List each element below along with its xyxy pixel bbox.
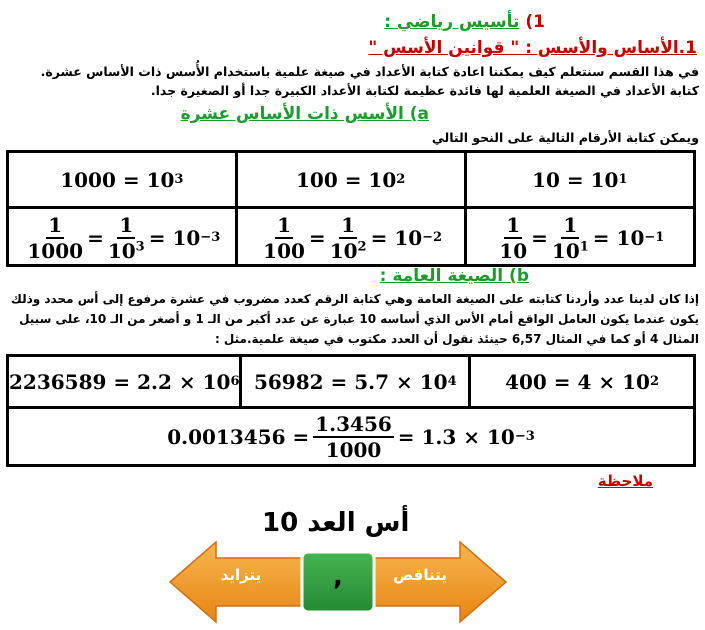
example-cell: 56982 = 5.7 × 10 4 — [241, 356, 470, 408]
subsection-title-text: 1.الأساس والأسس : " قوانين الأسس " — [368, 38, 697, 58]
intro-paragraph: في هذا القسم سنتعلم كيف يمكننا اعادة كتابة الأعداد في صيغة علمية باستخدام الأُسس ذات الأساس عشرة. كتابة الأعداد في الصيغة العلمية لها فائدة عظيمة لكتابة الأعداد الكبيرة جدا أو الصغيرة جدا. — [40, 64, 699, 98]
example-cell: 2236589 = 2.2 × 10 6 — [8, 356, 241, 408]
negative-power-cell: $\frac{1}{10}$ = $\frac{1}{10^1}$ = 10 −1 — [465, 208, 694, 266]
note-label: ملاحظة — [597, 472, 653, 490]
increasing-label: يتزايد — [220, 566, 262, 584]
section-a-label: a) — [409, 104, 429, 124]
decreasing-label: يتناقص — [393, 566, 447, 584]
example-cell: 400 = 4 × 10 2 — [470, 356, 695, 408]
power-cell: 1000 = 10 3 — [8, 152, 237, 208]
subsection-title — [368, 38, 697, 58]
section-b-title: الصيغة العامة : — [379, 266, 504, 286]
power-title: أس العد 10 — [262, 508, 410, 538]
powers-table — [6, 150, 696, 267]
negative-power-cell: $\frac{1}{100}$ = $\frac{1}{10^2}$ = 10 −2 — [236, 208, 465, 266]
section-b-label: b) — [509, 266, 529, 286]
section-a-intro: ويمكن كتابة الأرقام التالية على النحو التالي — [431, 130, 699, 145]
section-a-heading — [181, 104, 429, 124]
section-title: تأسيس رياضي : — [384, 12, 520, 32]
negative-power-cell: $\frac{1}{1000}$ = $\frac{1}{10^3}$ = 10 −3 — [8, 208, 237, 266]
power-cell: 100 = 10 2 — [236, 152, 465, 208]
section-b-heading — [380, 266, 529, 286]
section-a-title: الأسس ذات الأساس عشرة — [180, 104, 404, 124]
section-number: 1) — [525, 12, 545, 32]
center-label: , — [333, 562, 343, 592]
example-cell-wide: 0.0013456 = $\frac{1.3456}{1000}$ = 1.3 × 10 −3 — [8, 408, 695, 466]
section-heading — [384, 12, 545, 32]
examples-table — [6, 354, 696, 467]
power-cell: 10 = 10 1 — [465, 152, 694, 208]
section-b-paragraph: إذا كان لدينا عدد وأردنا كتابته على الصيغة العامة وهي كتابة الرقم كعدد مضروب في عشرة مرفوع إلى أس محدد وذلك يكون عندما يكون العامل الواقع أمام الأس الذي أساسه 10 عبارة عن عدد أكبر من الـ 1 و أصغر من الـ 10، على سبيل المثال 4 أو كما في المثال 6,57 حينئذ نقول أن العدد مكتوب في صيغة علمية.مثل : — [10, 292, 699, 346]
